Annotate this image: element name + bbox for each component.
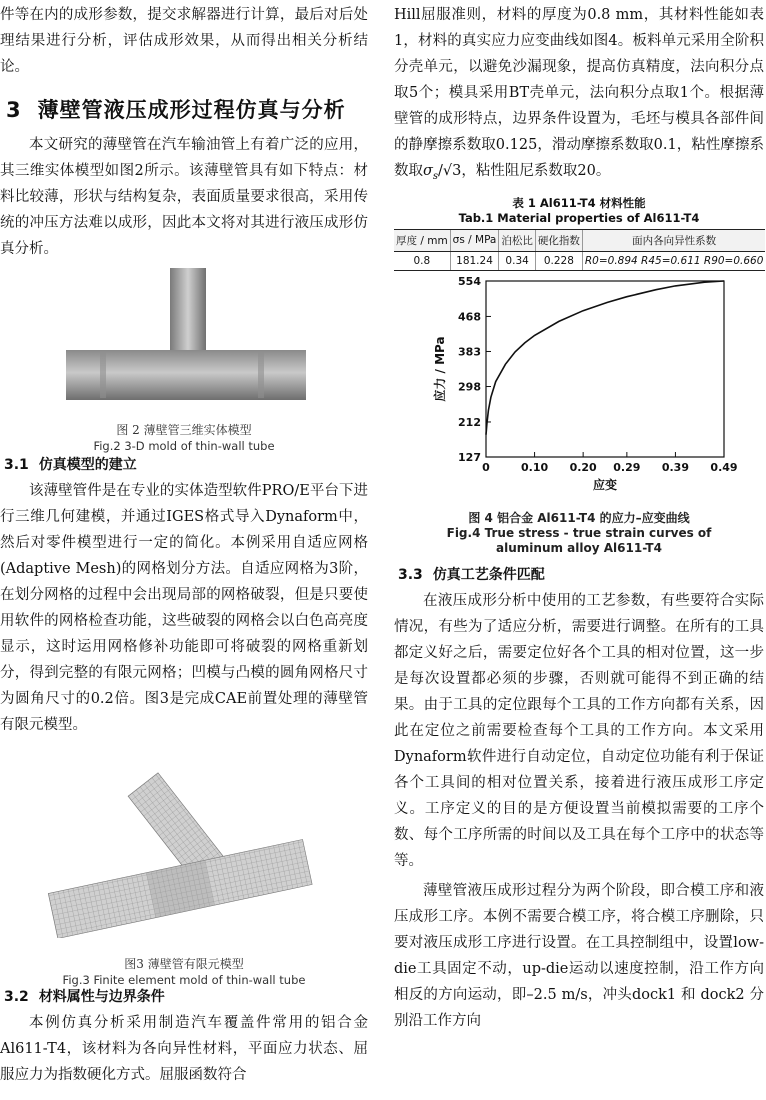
table-row bbox=[394, 251, 765, 270]
table-cell: R0=0.894 R45=0.611 R90=0.660 bbox=[582, 251, 765, 270]
paragraph-text-b: ，粘性阻尼系数取20。 bbox=[461, 163, 611, 179]
figure-3 bbox=[0, 748, 368, 987]
paragraph-3-3-a: 在液压成形分析中使用的工艺参数，有些要符合实际情况，有些为了适应分析，需要进行调整。在所有的工具都定义好之后，需要定位好各个工具的相对位置，这一步是每次设置都必须的步骤，否则就可能得不到正确的结果。由于工具的定位跟每个工具的工作方向都有关系，因此在定位之前需要检查每个工具的工作方向。本文采用Dynaform软件进行自动定位，自动定位功能有利于保证各个工具间的相对位置关系，接着进行液压成形工序定义。工序定义的目的是方便设置当前模拟需要的工序个数、每个工序所需的时间以及工具在每个工序中的状态等等。 bbox=[394, 592, 764, 869]
x-tick-label: 0.29 bbox=[613, 460, 641, 474]
x-tick-label: 0 bbox=[482, 460, 490, 474]
table-header-cell: 泊松比 bbox=[499, 229, 536, 251]
table-cell: 0.228 bbox=[535, 251, 582, 270]
tube-3d-model-image bbox=[0, 268, 368, 418]
y-tick-label: 383 bbox=[458, 345, 481, 359]
section-title: 薄壁管液压成形过程仿真与分析 bbox=[37, 98, 346, 122]
subsection-number: 3.1 bbox=[4, 457, 29, 473]
paragraph-text-a: Hill屈服准则，材料的厚度为0.8 mm，其材料性能如表1，材料的真实应力应变曲线如图4。板料单元采用全阶积分壳单元，以避免沙漏现象，提高仿真精度，法向积分点取5个；模具采用BT壳单元，法向积分点取1个。根据薄壁管的成形特点，边界条件设置为，毛坯与模具各部件间的静摩擦系数取0.125，滑动摩擦系数取0.1，粘性摩擦系数取 bbox=[394, 7, 764, 179]
tube-finite-element-mesh-image bbox=[0, 748, 368, 938]
table-cell: 0.8 bbox=[394, 251, 450, 270]
subsection-number: 3.2 bbox=[4, 989, 29, 1005]
right-column bbox=[394, 0, 764, 1034]
stress-strain-chart bbox=[394, 275, 764, 507]
stress-strain-curve bbox=[486, 281, 724, 435]
x-axis-label: 应变 bbox=[592, 477, 618, 492]
figure-3-caption-en: Fig.3 Finite element mold of thin-wall tube bbox=[62, 973, 306, 987]
y-tick-label: 468 bbox=[458, 310, 481, 324]
x-tick-label: 0.49 bbox=[710, 460, 738, 474]
section-3-heading bbox=[6, 94, 368, 124]
paragraph-3-2: 本例仿真分析采用制造汽车覆盖件常用的铝合金Al611-T4，该材料为各向异性材料，平面应力状态、屈服应力为指数硬化方式。屈服函数符合 bbox=[0, 1015, 368, 1083]
paragraph-intro-continued: 件等在内的成形参数，提交求解器进行计算，最后对后处理结果进行分析，评估成形效果，从而得出相关分析结论。 bbox=[0, 7, 368, 75]
figure-3-caption bbox=[0, 956, 368, 988]
sigma-subscript: s bbox=[432, 170, 439, 182]
sqrt-term: /√3 bbox=[438, 163, 462, 179]
sigma-symbol: σ bbox=[423, 163, 433, 179]
left-column bbox=[0, 0, 368, 1088]
figure-2-caption-cn: 图 2 薄壁管三维实体模型 bbox=[116, 423, 252, 437]
figure-2-caption-en: Fig.2 3-D mold of thin-wall tube bbox=[93, 439, 275, 453]
paragraph-3-3-b: 薄壁管液压成形过程分为两个阶段，即合模工序和液压成形工序。本例不需要合模工序，将合模工序删除，只要对液压成形工序进行设置。在工具控制组中，设置low-die工具固定不动，up-die运动以速度控制，沿工作方向相反的方向运动，即–2.5 m/s，冲头dock1 和 dock2 分别沿工作方向 bbox=[394, 882, 764, 1029]
table-header-cell: 厚度 / mm bbox=[394, 229, 450, 251]
subsection-number: 3.3 bbox=[398, 566, 423, 583]
subsection-title: 仿真模型的建立 bbox=[38, 457, 137, 473]
figure-4-caption-en-1: Fig.4 True stress - true strain curves of bbox=[446, 525, 712, 540]
figure-4-caption bbox=[394, 511, 764, 556]
y-axis-label: 应力 / MPa bbox=[433, 336, 447, 402]
y-tick-label: 554 bbox=[458, 274, 481, 288]
subsection-3-1-heading bbox=[4, 454, 368, 474]
table-header-cell: σs / MPa bbox=[450, 229, 499, 251]
table-header-row bbox=[394, 229, 765, 251]
subsection-3-3-heading bbox=[398, 564, 764, 584]
figure-2-caption bbox=[0, 422, 368, 454]
plot-frame bbox=[486, 281, 724, 457]
table-header-cell: 面内各向异性系数 bbox=[582, 229, 765, 251]
table-header-cell: 硬化指数 bbox=[535, 229, 582, 251]
table-1-caption-cn: 表 1 Al611-T4 材料性能 bbox=[512, 195, 646, 210]
x-tick-label: 0.20 bbox=[569, 460, 597, 474]
x-tick-label: 0.39 bbox=[661, 460, 689, 474]
figure-4-caption-cn: 图 4 铝合金 Al611-T4 的应力–应变曲线 bbox=[468, 510, 690, 525]
figure-4-caption-en-2: aluminum alloy Al611-T4 bbox=[496, 540, 662, 555]
table-cell: 181.24 bbox=[450, 251, 499, 270]
figure-2 bbox=[0, 268, 368, 453]
subsection-title: 材料属性与边界条件 bbox=[38, 989, 165, 1005]
subsection-title: 仿真工艺条件匹配 bbox=[432, 566, 545, 583]
table-1-caption-en: Tab.1 Material properties of Al611-T4 bbox=[458, 210, 700, 225]
table-cell: 0.34 bbox=[499, 251, 536, 270]
table-1-block bbox=[394, 196, 764, 271]
x-tick-label: 0.10 bbox=[521, 460, 549, 474]
paragraph-material-continued bbox=[394, 2, 764, 190]
figure-3-caption-cn: 图3 薄壁管有限元模型 bbox=[124, 957, 244, 971]
material-properties-table bbox=[394, 229, 765, 271]
y-tick-label: 212 bbox=[458, 415, 481, 429]
y-tick-label: 298 bbox=[458, 380, 481, 394]
y-tick-label: 127 bbox=[458, 450, 481, 464]
section-number: 3 bbox=[6, 98, 22, 122]
paragraph-section-3: 本文研究的薄壁管在汽车输油管上有着广泛的应用，其三维实体模型如图2所示。该薄壁管具有如下特点：材料比较薄，形状与结构复杂，表面质量要求很高，采用传统的冲压方法难以成形，因此本文将对其进行液压成形仿真分析。 bbox=[0, 137, 368, 257]
subsection-3-2-heading bbox=[4, 986, 368, 1006]
figure-4 bbox=[394, 275, 764, 556]
paragraph-3-1: 该薄壁管件是在专业的实体造型软件PRO/E平台下进行三维几何建模，并通过IGES格式导入Dynaform中，然后对零件模型进行一定的简化。本例采用自适应网格(Adaptive Mesh)的网格划分方法。自适应网格为3阶，在划分网格的过程中会出现局部的网格破裂，但是只要使用软件的网格检查功能，这些破裂的网格会以白色高亮度显示，这时运用网格修补功能即可将破裂的网格重新划分，得到完整的有限元网格；凹模与凸模的圆角网格尺寸为圆角尺寸的0.2倍。图3是完成CAE前置处理的薄壁管有限元模型。 bbox=[0, 483, 368, 733]
